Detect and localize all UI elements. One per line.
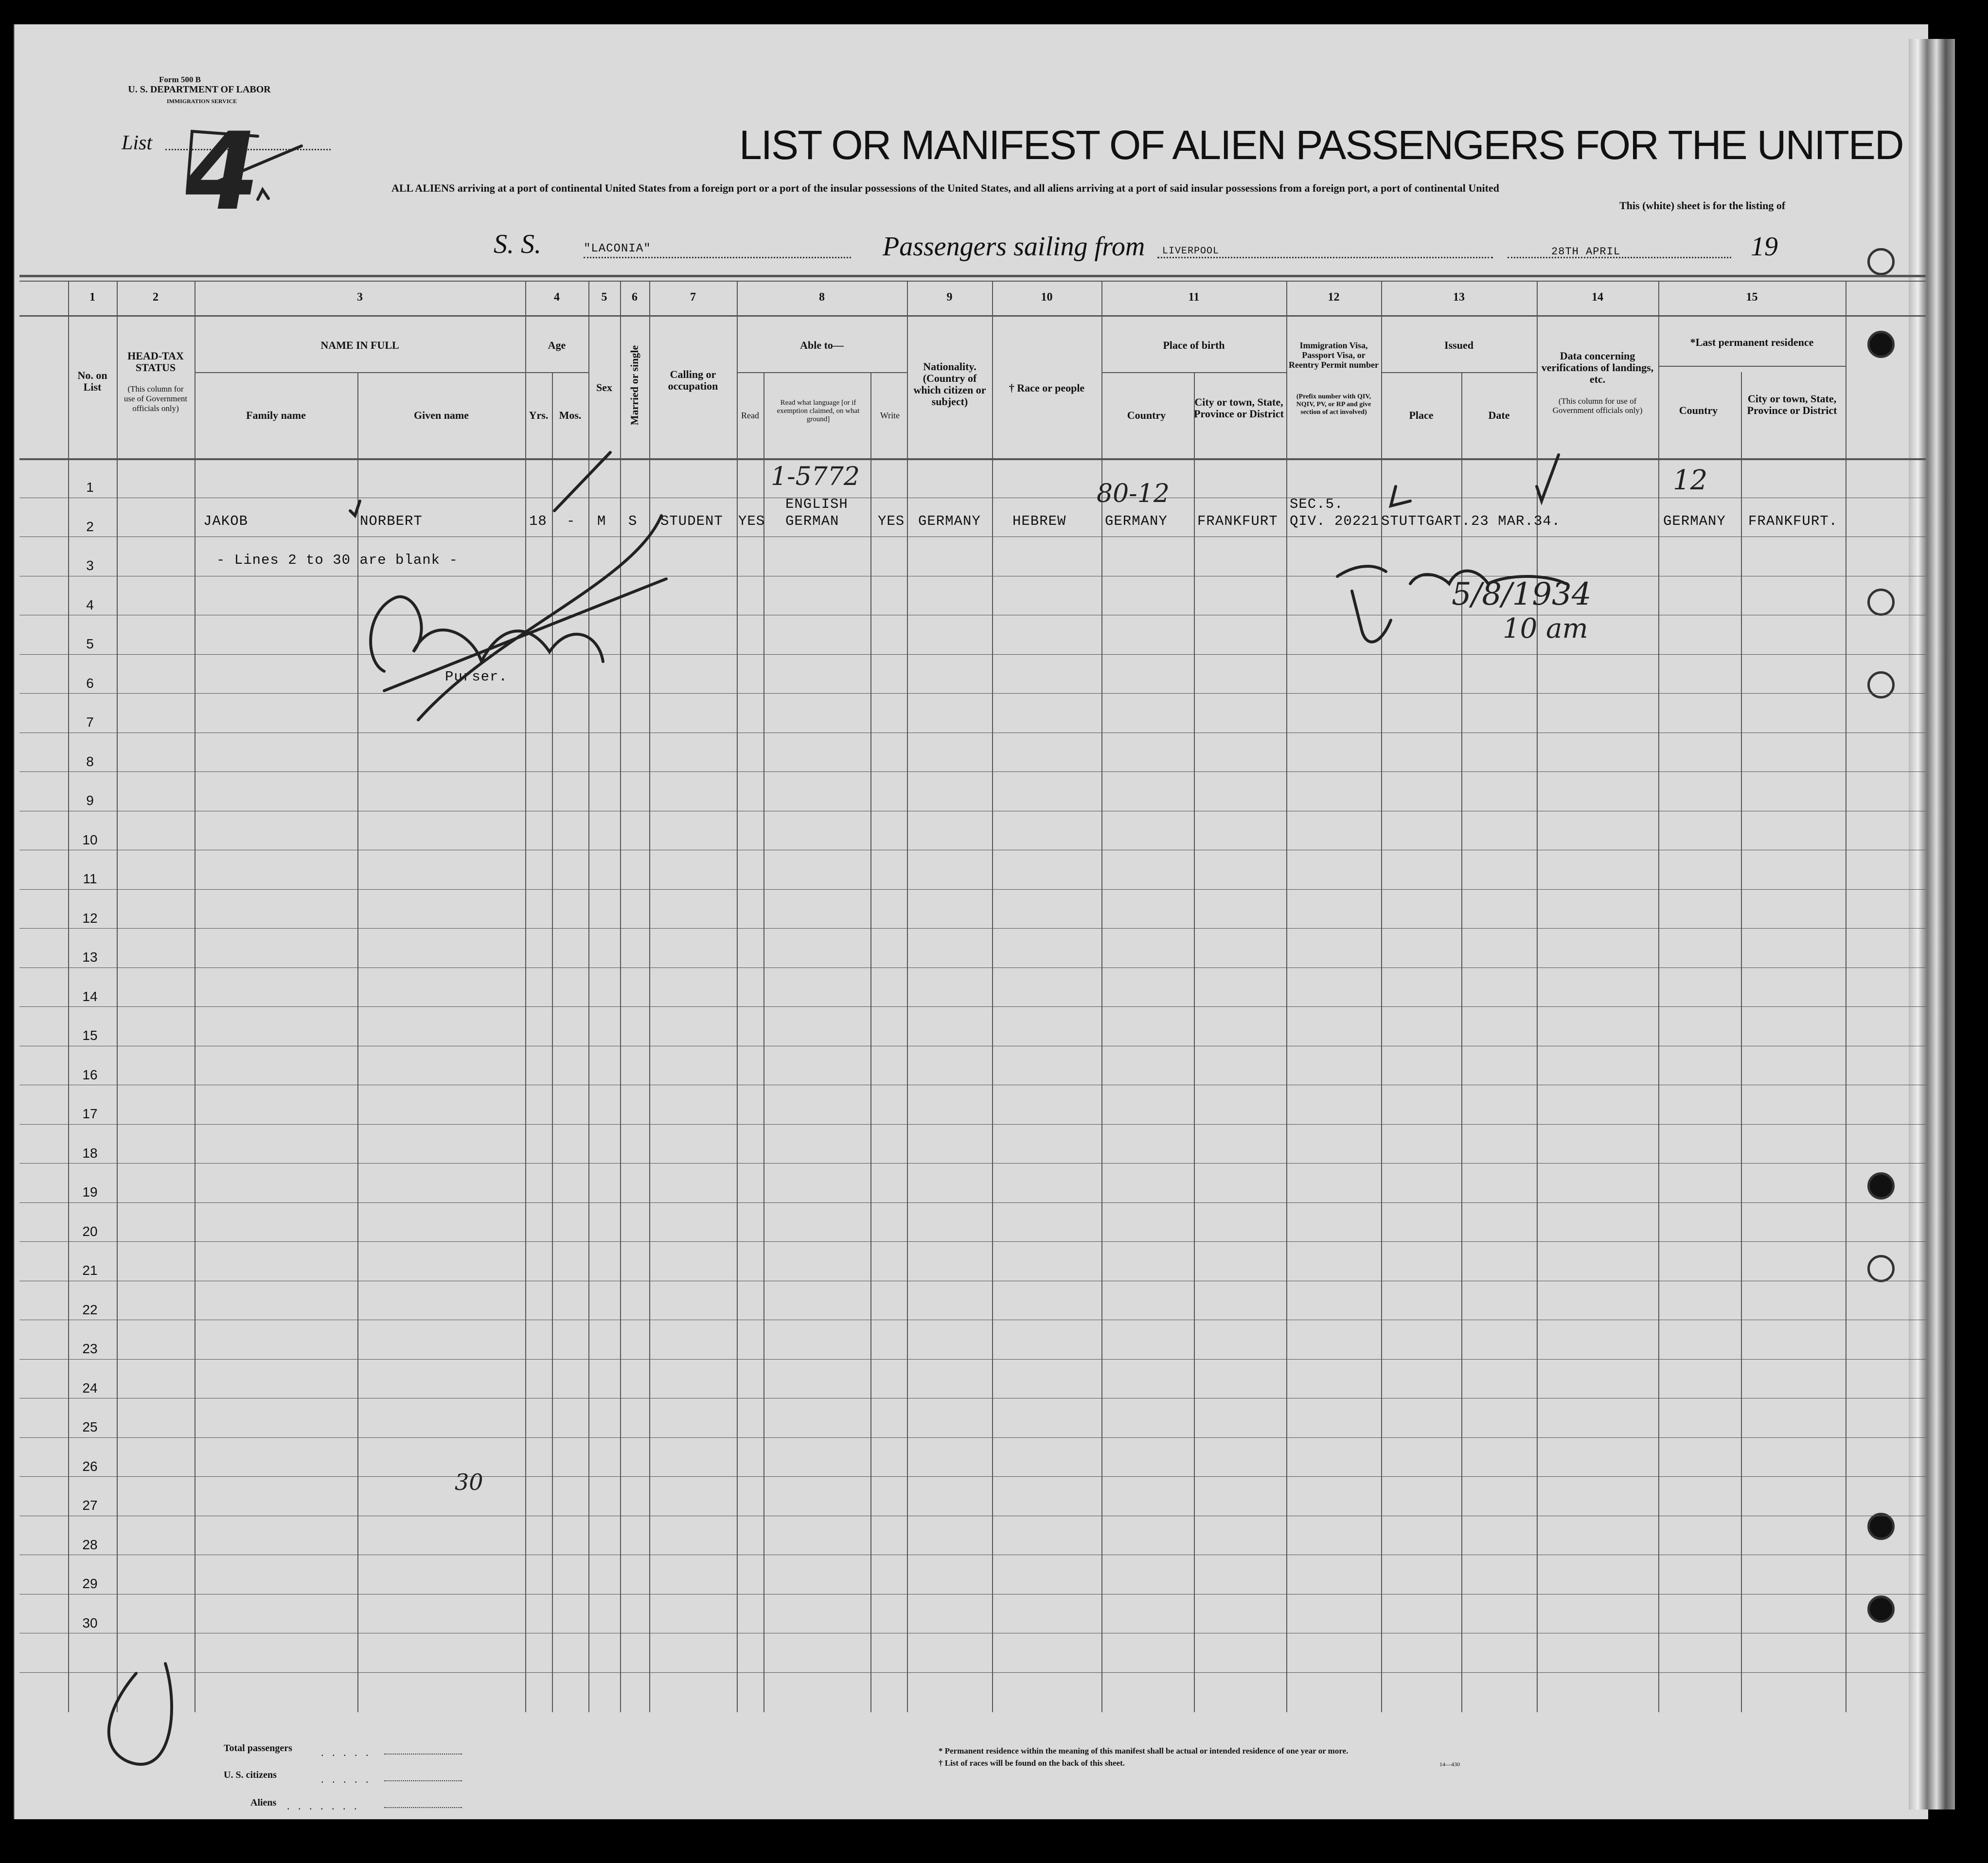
col-number: 6 (632, 291, 638, 304)
row-number: 6 (86, 676, 94, 691)
row-number: 5 (86, 636, 94, 651)
cell-issued-date: 23 MAR.34. (1471, 513, 1561, 529)
cell-age-mos: - (567, 513, 576, 529)
row-number: 18 (82, 1146, 98, 1161)
aliens-blank (384, 1807, 462, 1808)
row-number: 24 (82, 1380, 98, 1396)
header-read: Read (741, 411, 759, 420)
col-number: 13 (1453, 291, 1465, 304)
row-number: 14 (82, 989, 98, 1004)
header-issued: Issued (1444, 339, 1473, 351)
us-citizens-blank (384, 1780, 462, 1781)
row-number: 23 (82, 1341, 98, 1356)
page-title: LIST OR MANIFEST OF ALIEN PASSENGERS FOR THE UNITED (739, 122, 1903, 168)
header-landing-data: Data concerning verifications of landings, etc. (1541, 350, 1654, 385)
header-sex: Sex (596, 381, 612, 394)
blank-lines-note: - Lines 2 to 30 are blank - (216, 552, 458, 568)
header-yrs: Yrs. (529, 409, 549, 421)
header-last-residence: *Last permanent residence (1690, 336, 1814, 348)
col-number: 10 (1041, 291, 1053, 304)
row-number: 7 (86, 715, 94, 730)
service: IMMIGRATION SERVICE (166, 98, 237, 105)
list-label: List (122, 132, 153, 154)
aliens-label: Aliens (250, 1797, 277, 1808)
col-number: 5 (601, 291, 607, 304)
col-number: 2 (153, 291, 159, 304)
row-number: 19 (82, 1184, 98, 1200)
header-head-tax: HEAD-TAX STATUS (127, 350, 184, 374)
corner-mark (109, 1664, 172, 1764)
header-family-name: Family name (246, 409, 306, 421)
header-nationality: Nationality. (Country of which citizen or subject) (913, 360, 986, 408)
header-no-on-list: No. on List (77, 369, 107, 393)
col-number: 3 (357, 291, 363, 304)
row-number: 10 (82, 832, 98, 847)
sailing-port: LIVERPOOL (1162, 246, 1220, 257)
cell-res-city: FRANKFURT. (1748, 513, 1838, 529)
header-visa: Immigration Visa, Passport Visa, or Reentry Permit number (1289, 340, 1379, 370)
row-number: 22 (82, 1302, 98, 1317)
cell-occupation: STUDENT (660, 513, 723, 529)
row-number: 16 (82, 1067, 98, 1082)
inspector-signature (1337, 566, 1566, 642)
handwritten-mark: 30 (455, 1469, 483, 1495)
footnote-races: † List of races will be found on the back of this sheet. (939, 1758, 1125, 1768)
row-number: 29 (82, 1576, 98, 1591)
row-number: 17 (82, 1106, 98, 1121)
header-birth-city: City or town, State, Province or District (1194, 396, 1284, 420)
header-issued-place: Place (1409, 409, 1434, 421)
row-number: 26 (82, 1459, 98, 1474)
cell-birth-country: GERMANY (1105, 513, 1168, 529)
header-issued-date: Date (1488, 409, 1510, 421)
row-number: 4 (86, 597, 94, 612)
subtitle-line1: ALL ALIENS arriving at a port of continental United States from a foreign port or a port of the insular possessions of the United States, and all aliens arriving at a port of said insular possessions from a foreign port, a port of continental United (391, 182, 1499, 194)
us-citizens-label: U. S. citizens (224, 1770, 277, 1780)
cell-given-name: NORBERT (360, 513, 423, 529)
row-number: 20 (82, 1224, 98, 1239)
purser-label: Purser. (445, 669, 508, 685)
row-number: 25 (82, 1419, 98, 1434)
row-number: 28 (82, 1537, 98, 1552)
total-passengers-blank (384, 1754, 462, 1755)
row-number: 21 (82, 1263, 98, 1278)
ship-name: "LACONIA" (584, 242, 651, 255)
handwritten-mark: 80-12 (1097, 479, 1170, 508)
leader-dots: . . . . . . . (287, 1800, 360, 1812)
sailing-date: 28TH APRIL (1551, 246, 1621, 258)
handwritten-time: 10 am (1503, 613, 1588, 645)
header-calling: Calling or occupation (668, 368, 718, 392)
row-number: 13 (82, 949, 98, 965)
row-number: 1 (86, 480, 94, 495)
cell-visa1: SEC.5. (1290, 496, 1344, 512)
col-number: 9 (946, 291, 953, 304)
form-number: Form 500 B (159, 75, 201, 84)
col-number: 1 (89, 291, 95, 304)
row-number: 12 (82, 911, 98, 926)
cell-birth-city: FRANKFURT (1197, 513, 1278, 529)
header-able-to: Able to— (800, 339, 844, 351)
header-res-country: Country (1679, 404, 1718, 416)
cell-married: S (628, 513, 638, 529)
header-write: Write (880, 411, 900, 420)
list-number-handwritten: 4 (174, 109, 270, 234)
row-number: 9 (86, 793, 94, 808)
header-name-in-full: NAME IN FULL (320, 339, 399, 351)
cell-sex: M (597, 513, 606, 529)
row-number: 11 (83, 871, 97, 886)
handwritten-date: 5/8/1934 (1452, 576, 1592, 612)
department: U. S. DEPARTMENT OF LABOR (128, 84, 271, 95)
col-number: 7 (690, 291, 696, 304)
header-res-city: City or town, State, Province or District (1747, 393, 1837, 416)
row-number: 2 (86, 519, 94, 534)
leader-dots: . . . . . (321, 1746, 372, 1758)
purser-signature (371, 516, 666, 720)
col-number: 14 (1592, 291, 1603, 304)
col-number: 11 (1188, 291, 1200, 304)
sailing-label: Passengers sailing from (883, 232, 1145, 262)
row-number: 3 (86, 558, 94, 573)
footnote-residence: * Permanent residence within the meaning of this manifest shall be actual or intended residence of one year or more. (939, 1746, 1349, 1756)
header-married: Married or single (628, 345, 640, 426)
cell-age-yrs: 18 (529, 513, 547, 529)
handwritten-mark: 12 (1673, 465, 1708, 496)
col-number: 15 (1746, 291, 1758, 304)
leader-dots: . . . . . (321, 1773, 372, 1785)
cell-family-name: JAKOB (203, 513, 248, 529)
header-head-tax-note: (This column for use of Government officials only) (124, 384, 188, 413)
cell-issued-place: STUTTGART. (1381, 513, 1471, 529)
cell-visa2: QIV. 20221 (1290, 513, 1380, 529)
row-number: 15 (82, 1028, 98, 1043)
col-number: 8 (819, 291, 825, 304)
header-given-name: Given name (413, 409, 469, 421)
header-visa-note: (Prefix number with QIV, NQIV, PV, or RP and give section of act involved) (1296, 393, 1371, 416)
header-race: † Race or people (1009, 382, 1085, 394)
cell-language1: ENGLISH (785, 496, 848, 512)
cell-language2: GERMAN (785, 513, 839, 529)
list-four-stroke (187, 131, 302, 192)
sailing-year: 19 (1751, 232, 1778, 262)
row-number: 27 (82, 1498, 98, 1513)
header-birth-country: Country (1127, 409, 1166, 421)
header-landing-note: (This column for use of Government officials only) (1552, 396, 1643, 415)
header-age: Age (548, 339, 566, 351)
cell-write: YES (878, 513, 905, 529)
header-read-language: Read what language [or if exemption claimed, on what ground] (777, 399, 860, 423)
cell-race: HEBREW (1012, 513, 1066, 529)
cell-read: YES (738, 513, 765, 529)
row-number: 30 (82, 1615, 98, 1630)
col-number: 4 (554, 291, 560, 304)
subtitle-line2: This (white) sheet is for the listing of (1619, 199, 1786, 212)
cell-res-country: GERMANY (1663, 513, 1726, 529)
form-code: 14—430 (1439, 1761, 1460, 1768)
total-passengers-label: Total passengers (224, 1743, 292, 1754)
cell-nationality: GERMANY (918, 513, 981, 529)
ss-prefix: S. S. (494, 229, 541, 259)
header-place-of-birth: Place of birth (1163, 339, 1225, 351)
col-number: 12 (1328, 291, 1340, 304)
header-mos: Mos. (559, 409, 582, 421)
row-number: 8 (86, 754, 94, 769)
handwritten-mark: 1-5772 (771, 462, 860, 491)
